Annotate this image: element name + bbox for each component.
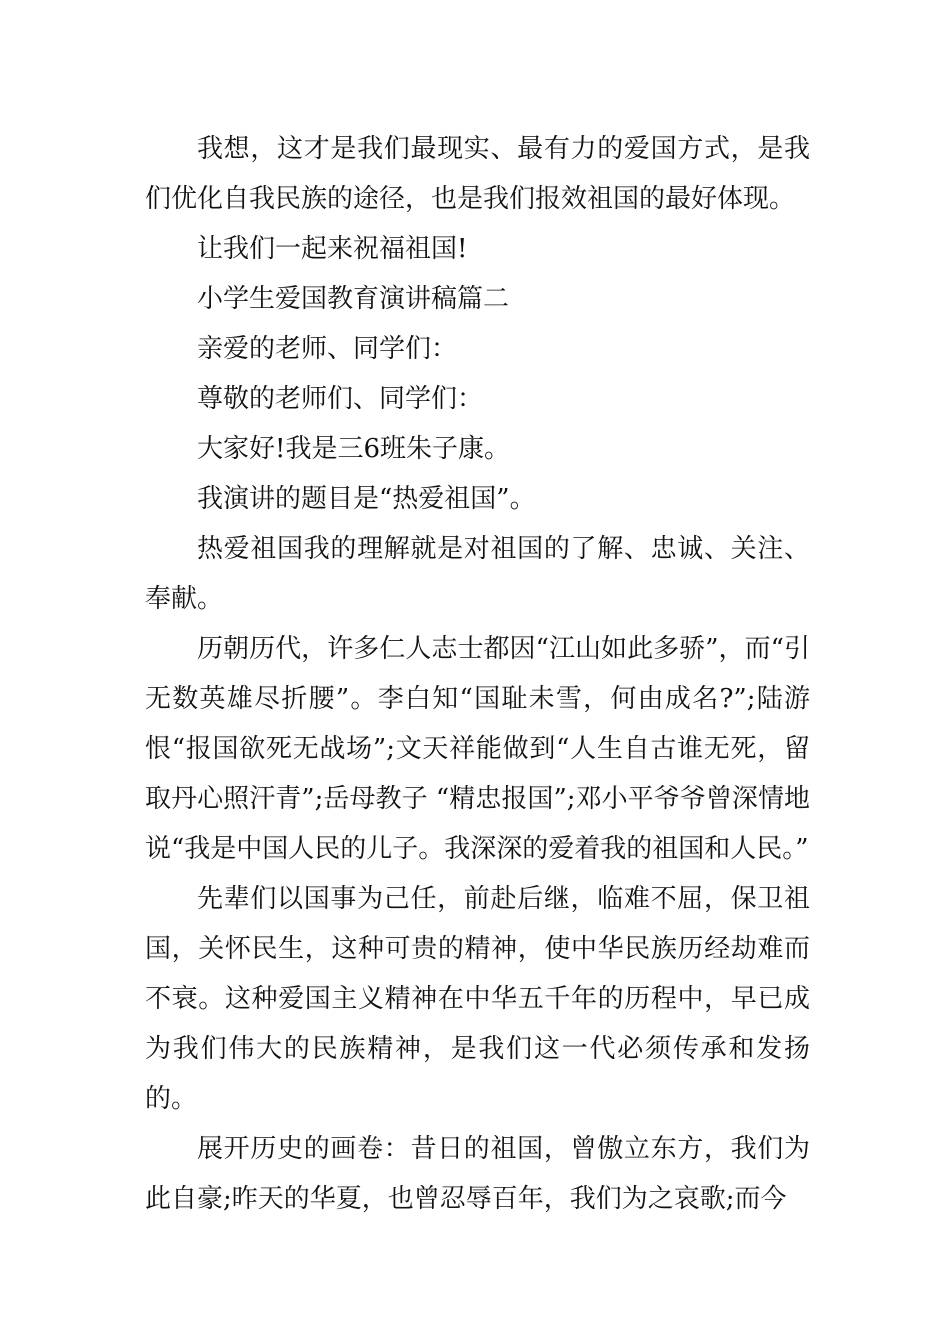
paragraph-blessing: 让我们一起来祝福祖国! [197, 234, 468, 264]
paragraph-ancestors: 先辈们以国事为己任，前赴后继，临难不屈，保卫祖国，关怀民生，这种可贵的精神，使中华民族历经劫难而不衰。这种爱国主义精神在中华五千年的历程中，早已成为我们伟大的民族精神，是我们这一代必须传承和发扬的。 [145, 884, 810, 1114]
greeting-line-2: 尊敬的老师们、同学们： [197, 384, 484, 414]
paragraph-history-scroll: 展开历史的画卷：昔日的祖国，曾傲立东方，我们为此自豪;昨天的华夏，也曾忍辱百年，我们为之哀歌;而今 [145, 1134, 810, 1214]
paragraph-definition: 热爱祖国我的理解就是对祖国的了解、忠诚、关注、奉献。 [145, 534, 810, 614]
paragraph-history: 历朝历代，许多仁人志士都因“江山如此多骄”，而“引无数英雄尽折腰”。李白知“国耻未雪，何由成名?”;陆游恨“报国欲死无战场”;文天祥能做到“人生自古谁无死，留取丹心照汗青”;岳母教子 “精忠报国”;邓小平爷爷曾深情地说“我是中国人民的儿子。我深深的爱着我的祖国和人民。” [145, 634, 810, 864]
section-heading: 小学生爱国教育演讲稿篇二 [197, 284, 510, 314]
greeting-line-1: 亲爱的老师、同学们： [197, 334, 458, 364]
document-body [145, 124, 810, 1224]
paragraph-conclusion: 我想，这才是我们最现实、最有力的爱国方式，是我们优化自我民族的途径，也是我们报效祖国的最好体现。 [145, 134, 810, 214]
self-introduction: 大家好!我是三6班朱子康。 [197, 434, 510, 464]
speech-topic: 我演讲的题目是“热爱祖国”。 [197, 484, 536, 514]
